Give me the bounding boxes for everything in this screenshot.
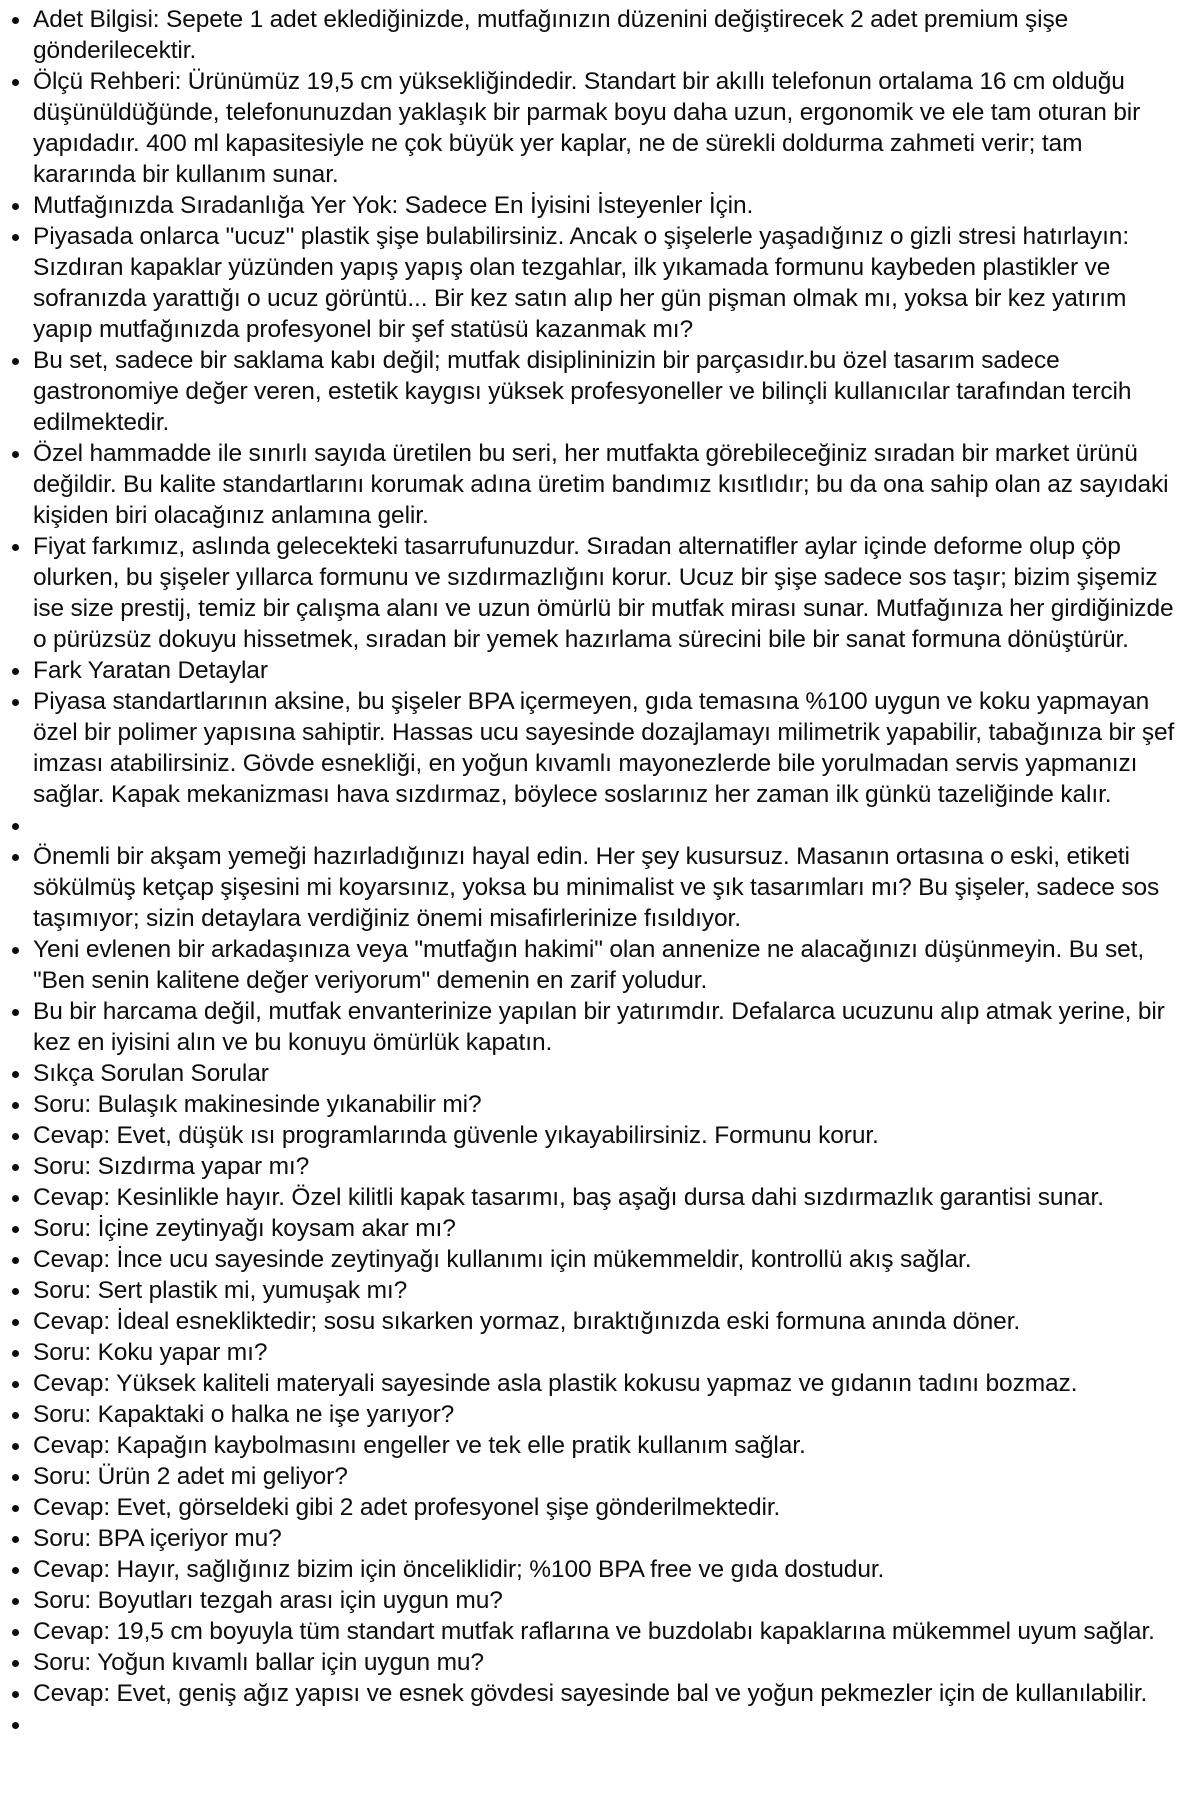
list-item-text: Bu set, sadece bir saklama kabı değil; mutfak disiplininizin bir parçasıdır.bu özel tasarım sadece gastronomiye değer veren, estetik kaygısı yüksek profesyoneller ve bilinçli kullanıcılar tarafından tercih edilmektedir. xyxy=(33,347,1132,436)
list-item xyxy=(0,4,1190,66)
list-item-text: Önemli bir akşam yemeği hazırladığınızı hayal edin. Her şey kusursuz. Masanın ortasına o eski, etiketi sökülmüş ketçap şişesini mi koyarsınız, yoksa bu minimalist ve şık tasarımları mı? Bu şişeler, sadece sos taşımıyor; sizin detaylara verdiğiniz önemi misafirlerinize fısıldıyor. xyxy=(33,843,1160,932)
list-item xyxy=(0,810,1190,841)
list-item xyxy=(0,1461,1190,1492)
list-item-text: Özel hammadde ile sınırlı sayıda üretilen bu seri, her mutfakta görebileceğiniz sıradan bir market ürünü değildir. Bu kalite standartlarını korumak adına üretim bandımız kısıtlıdır; bu da ona sahip olan az sayıdaki kişiden biri olacağınız anlamına gelir. xyxy=(33,440,1169,529)
list-item xyxy=(0,1120,1190,1151)
list-item xyxy=(0,934,1190,996)
list-item-text: Yeni evlenen bir arkadaşınıza veya "mutfağın hakimi" olan annenize ne alacağınızı düşünmeyin. Bu set, "Ben senin kalitene değer veriyorum" demenin en zarif yoludur. xyxy=(33,936,1145,994)
list-item-text: Cevap: Evet, düşük ısı programlarında güvenle yıkayabilirsiniz. Formunu korur. xyxy=(33,1122,879,1149)
list-item xyxy=(0,345,1190,438)
list-item xyxy=(0,686,1190,810)
list-item xyxy=(0,531,1190,655)
list-item xyxy=(0,1430,1190,1461)
list-item xyxy=(0,1306,1190,1337)
list-item-text: Cevap: Yüksek kaliteli materyali sayesinde asla plastik kokusu yapmaz ve gıdanın tadını bozmaz. xyxy=(33,1370,1078,1397)
list-item xyxy=(0,1554,1190,1585)
list-item xyxy=(0,190,1190,221)
list-item-text: Cevap: Kesinlikle hayır. Özel kilitli kapak tasarımı, baş aşağı dursa dahi sızdırmazlık garantisi sunar. xyxy=(33,1184,1104,1211)
list-item-text: Mutfağınızda Sıradanlığa Yer Yok: Sadece En İyisini İsteyenler İçin. xyxy=(33,192,754,219)
list-item xyxy=(0,1275,1190,1306)
list-item xyxy=(0,221,1190,345)
list-item-text: Soru: Yoğun kıvamlı ballar için uygun mu? xyxy=(33,1649,484,1676)
list-item-text: Bu bir harcama değil, mutfak envanterinize yapılan bir yatırımdır. Defalarca ucuzunu alıp atmak yerine, bir kez en iyisini alın ve bu konuyu ömürlük kapatın. xyxy=(33,998,1165,1056)
list-item-text: Cevap: Kapağın kaybolmasını engeller ve tek elle pratik kullanım sağlar. xyxy=(33,1432,806,1459)
list-item-text: Soru: Koku yapar mı? xyxy=(33,1339,268,1366)
list-item-text: Cevap: İnce ucu sayesinde zeytinyağı kullanımı için mükemmeldir, kontrollü akış sağlar. xyxy=(33,1246,972,1273)
list-item xyxy=(0,1709,1190,1740)
list-item-text: Piyasada onlarca "ucuz" plastik şişe bulabilirsiniz. Ancak o şişelerle yaşadığınız o gizli stresi hatırlayın: Sızdıran kapaklar yüzünden yapış yapış olan tezgahlar, ilk yıkamada formunu kaybeden plastikler ve sofranızda yarattığı o ucuz görüntü... Bir kez satın alıp her gün pişman olmak mı, yoksa bir kez yatırım yapıp mutfağınızda profesyonel bir şef statüsü kazanmak mı? xyxy=(33,223,1130,343)
list-item-text: Ölçü Rehberi: Ürünümüz 19,5 cm yüksekliğindedir. Standart bir akıllı telefonun ortalama 16 cm olduğu düşünüldüğünde, telefonunuzdan yaklaşık bir parmak boyu daha uzun, ergonomik ve ele tam oturan bir yapıdadır. 400 ml kapasitesiyle ne çok büyük yer kaplar, ne de sürekli doldurma zahmeti verir; tam kararında bir kullanım sunar. xyxy=(33,68,1141,188)
list-item xyxy=(0,996,1190,1058)
list-item xyxy=(0,1368,1190,1399)
list-item-text: Cevap: Hayır, sağlığınız bizim için önceliklidir; %100 BPA free ve gıda dostudur. xyxy=(33,1556,885,1583)
list-item-text: Soru: Sızdırma yapar mı? xyxy=(33,1153,310,1180)
list-item xyxy=(0,1523,1190,1554)
list-item-text: Cevap: Evet, geniş ağız yapısı ve esnek gövdesi sayesinde bal ve yoğun pekmezler için de kullanılabilir. xyxy=(33,1680,1148,1707)
list-item-text: Soru: İçine zeytinyağı koysam akar mı? xyxy=(33,1215,456,1242)
list-item xyxy=(0,1151,1190,1182)
list-item xyxy=(0,655,1190,686)
list-item-text: Fiyat farkımız, aslında gelecekteki tasarrufunuzdur. Sıradan alternatifler aylar içinde deforme olup çöp olurken, bu şişeler yıllarca formunu ve sızdırmazlığını korur. Ucuz bir şişe sadece sos taşır; bizim şişemiz ise size prestij, temiz bir çalışma alanı ve uzun ömürlü bir mutfak mirası sunar. Mutfağınıza her girdiğinizde o pürüzsüz dokuyu hissetmek, sıradan bir yemek hazırlama sürecini bile bir sanat formuna dönüştürür. xyxy=(33,533,1174,653)
list-item-text: Cevap: Evet, görseldeki gibi 2 adet profesyonel şişe gönderilmektedir. xyxy=(33,1494,781,1521)
list-item xyxy=(0,1399,1190,1430)
list-item xyxy=(0,1244,1190,1275)
list-item xyxy=(0,1585,1190,1616)
list-item-text: Piyasa standartlarının aksine, bu şişeler BPA içermeyen, gıda temasına %100 uygun ve koku yapmayan özel bir polimer yapısına sahiptir. Hassas ucu sayesinde dozajlamayı milimetrik yapabilir, tabağınıza bir şef imzası atabilirsiniz. Gövde esnekliği, en yoğun kıvamlı mayonezlerde bile yorulmadan servis yapmanızı sağlar. Kapak mekanizması hava sızdırmaz, böylece soslarınız her zaman ilk günkü tazeliğinde kalır. xyxy=(33,688,1175,808)
list-item xyxy=(0,66,1190,190)
list-item xyxy=(0,1182,1190,1213)
list-item xyxy=(0,438,1190,531)
list-item-text: Soru: BPA içeriyor mu? xyxy=(33,1525,282,1552)
list-item-text: Cevap: İdeal esnekliktedir; sosu sıkarken yormaz, bıraktığınızda eski formuna anında döner. xyxy=(33,1308,1021,1335)
list-item xyxy=(0,1058,1190,1089)
list-item xyxy=(0,1616,1190,1647)
list-item-text: Cevap: 19,5 cm boyuyla tüm standart mutfak raflarına ve buzdolabı kapaklarına mükemmel uyum sağlar. xyxy=(33,1618,1155,1645)
list-item-text: Soru: Bulaşık makinesinde yıkanabilir mi? xyxy=(33,1091,482,1118)
list-item-text: Soru: Ürün 2 adet mi geliyor? xyxy=(33,1463,348,1490)
list-item-text: Fark Yaratan Detaylar xyxy=(33,657,268,684)
list-item-text: Sıkça Sorulan Sorular xyxy=(33,1060,269,1087)
list-item xyxy=(0,1492,1190,1523)
list-item xyxy=(0,1213,1190,1244)
product-description-bullet-list xyxy=(0,4,1190,1740)
list-item xyxy=(0,841,1190,934)
list-item-text: Adet Bilgisi: Sepete 1 adet eklediğinizde, mutfağınızın düzenini değiştirecek 2 adet premium şişe gönderilecektir. xyxy=(33,6,1069,64)
list-item xyxy=(0,1089,1190,1120)
list-item xyxy=(0,1337,1190,1368)
list-item-text: Soru: Sert plastik mi, yumuşak mı? xyxy=(33,1277,408,1304)
list-item-text: Soru: Kapaktaki o halka ne işe yarıyor? xyxy=(33,1401,455,1428)
list-item-text: Soru: Boyutları tezgah arası için uygun mu? xyxy=(33,1587,503,1614)
list-item xyxy=(0,1647,1190,1678)
list-item xyxy=(0,1678,1190,1709)
